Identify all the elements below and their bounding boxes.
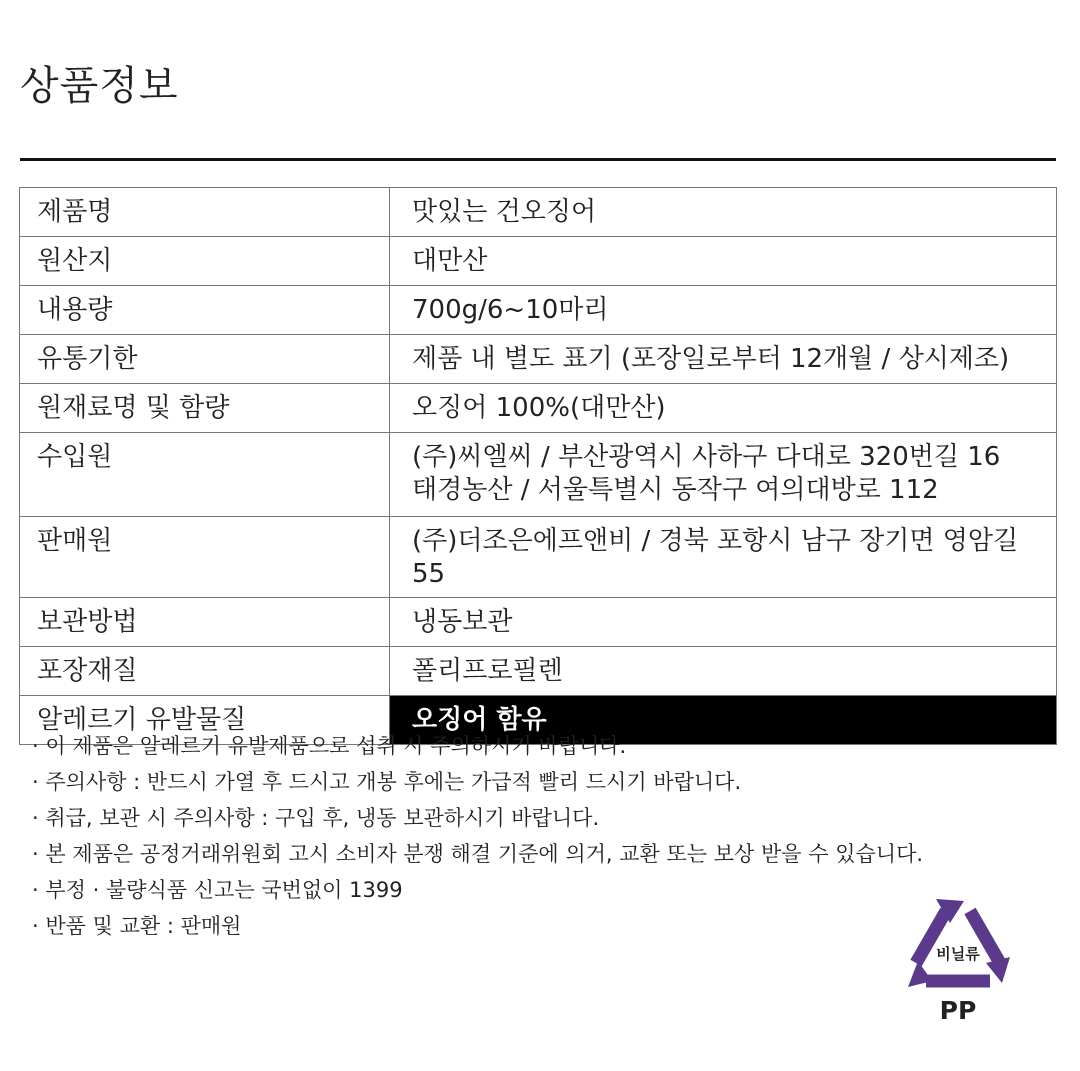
- table-row: [20, 433, 1057, 517]
- row-value-storage: 냉동보관: [390, 598, 1057, 647]
- row-value-packaging: 폴리프로필렌: [390, 647, 1057, 696]
- row-label-origin: 원산지: [20, 237, 390, 286]
- row-label-expiration: 유통기한: [20, 335, 390, 384]
- row-label-allergen: 알레르기 유발물질: [20, 696, 390, 745]
- row-label-ingredients: 원재료명 및 함량: [20, 384, 390, 433]
- table-row: [20, 384, 1057, 433]
- recycle-material-label: PP: [939, 996, 977, 1025]
- row-label-seller: 판매원: [20, 517, 390, 598]
- row-value-expiration: 제품 내 별도 표기 (포장일로부터 12개월 / 상시제조): [390, 335, 1057, 384]
- recycle-triangle-icon: [898, 893, 1018, 1003]
- product-info-table: [19, 187, 1057, 745]
- table-row: [20, 335, 1057, 384]
- title-divider: [20, 158, 1056, 161]
- table-row: [20, 188, 1057, 237]
- row-label-product-name: 제품명: [20, 188, 390, 237]
- row-value-origin: 대만산: [390, 237, 1057, 286]
- row-value-importer: [390, 433, 1057, 517]
- row-value-net-content: 700g/6~10마리: [390, 286, 1057, 335]
- row-value-ingredients: 오징어 100%(대만산): [390, 384, 1057, 433]
- notice-item: · 본 제품은 공정거래위원회 고시 소비자 분쟁 해결 기준에 의거, 교환 또는 보상 받을 수 있습니다.: [32, 836, 923, 872]
- notice-item: · 이 제품은 알레르기 유발제품으로 섭취 시 주의하시기 바랍니다.: [32, 728, 923, 764]
- table-row: [20, 286, 1057, 335]
- row-label-importer: 수입원: [20, 433, 390, 517]
- row-value-seller: (주)더조은에프앤비 / 경북 포항시 남구 장기면 영암길 55: [390, 517, 1057, 598]
- table-row: [20, 598, 1057, 647]
- notice-item: · 반품 및 교환 : 판매원: [32, 908, 923, 944]
- notice-list: [32, 728, 923, 944]
- recycle-category-label: 비닐류: [936, 945, 980, 963]
- notice-item: · 주의사항 : 반드시 가열 후 드시고 개봉 후에는 가급적 빨리 드시기 바랍니다.: [32, 764, 923, 800]
- importer-line-2: 태경농산 / 서울특별시 동작구 여의대방로 112: [412, 475, 939, 505]
- row-label-storage: 보관방법: [20, 598, 390, 647]
- row-label-packaging: 포장재질: [20, 647, 390, 696]
- table-row: [20, 237, 1057, 286]
- notice-item: · 취급, 보관 시 주의사항 : 구입 후, 냉동 보관하시기 바랍니다.: [32, 800, 923, 836]
- page-title: 상품정보: [20, 63, 179, 109]
- table-row: [20, 647, 1057, 696]
- row-label-net-content: 내용량: [20, 286, 390, 335]
- importer-line-1: (주)씨엘씨 / 부산광역시 사하구 다대로 320번길 16: [412, 442, 1001, 472]
- notice-item: · 부정 · 불량식품 신고는 국번없이 1399: [32, 872, 923, 908]
- table-row: [20, 517, 1057, 598]
- row-value-allergen: 오징어 함유: [390, 696, 1057, 745]
- row-value-product-name: 맛있는 건오징어: [390, 188, 1057, 237]
